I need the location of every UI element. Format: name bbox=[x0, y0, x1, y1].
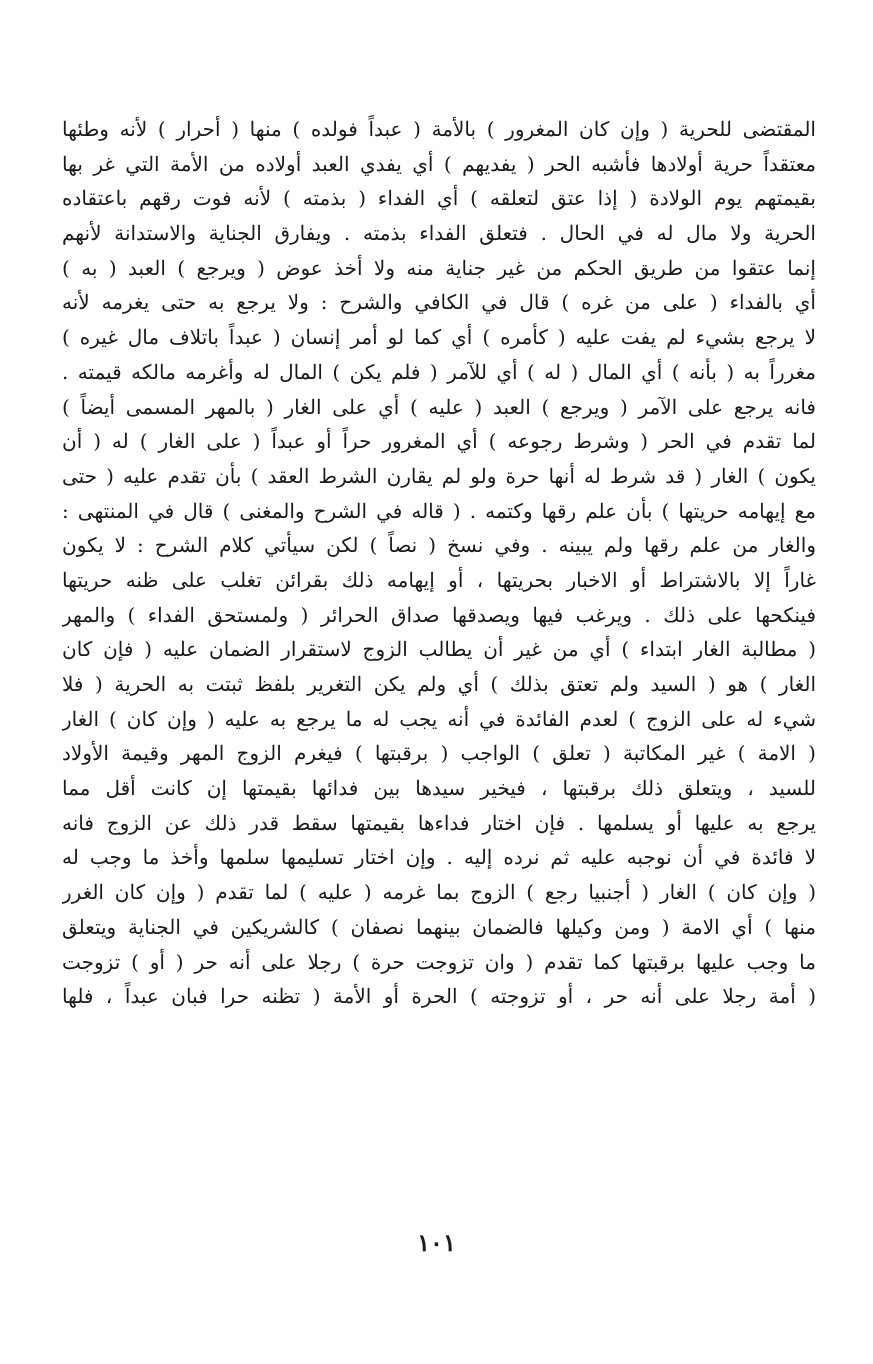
text-line: أي بالفداء ( على من غره ) قال في الكافي والشرح : ولا يرجع به حتى يغرمه لأنه bbox=[62, 290, 816, 315]
text-line: مع إيهامه حريتها ) بأن علم رقها وكتمه . ( قاله في الشرح والمغنى ) قال في المنتهى : bbox=[62, 498, 816, 523]
text-line: معتقداً حرية أولادها فأشبه الحر ( يفديهم ) أي يفدي العبد أولاده من الأمة التي غر بها bbox=[62, 151, 816, 176]
text-line: لا فائدة في أن نوجبه عليه ثم نرده إليه . وإن اختار تسليمها سلمها وأخذ ما وجب له bbox=[62, 845, 816, 870]
text-line: ( أمة رجلا على أنه حر ، أو تزوجته ) الحرة أو الأمة ( تظنه حرا فبان عبداً ، فلها bbox=[62, 984, 816, 1009]
text-line: شيء له على الزوج ) لعدم الفائدة في أنه يجب له ما يرجع به عليه ( وإن كان ) الغار bbox=[62, 706, 816, 731]
text-line: غاراً إلا بالاشتراط أو الاخبار بحريتها ، أو إيهامه ذلك بقرائن تغلب على ظنه حريتها bbox=[62, 567, 816, 592]
page-text bbox=[62, 112, 816, 1014]
text-line: منها ) أي الامة ( ومن وكيلها فالضمان بينهما نصفان ) كالشريكين في الجناية ويتعلق bbox=[62, 914, 816, 939]
text-line: إنما عتقوا من طريق الحكم من غير جناية منه ولا أخذ عوض ( ويرجع ) العبد ( به ) bbox=[62, 255, 816, 280]
text-line: الحرية ولا مال له في الحال . فتعلق الفداء بذمته . ويفارق الجناية والاستدانة لأنهم bbox=[62, 221, 816, 246]
text-line: للسيد ، ويتعلق ذلك برقبتها ، فيخير سيدها بين فدائها بقيمتها إن كانت أقل مما bbox=[62, 776, 816, 801]
text-line: فانه يرجع على الآمر ( ويرجع ) العبد ( عليه ) أي على الغار ( بالمهر المسمى أيضاً ) bbox=[62, 394, 816, 419]
text-line: لما تقدم في الحر ( وشرط رجوعه ) أي المغرور حراً أو عبداً ( على الغار ) له ( أن bbox=[62, 429, 816, 454]
text-line: ( الامة ) غير المكاتبة ( تعلق ) الواجب ( برقبتها ) فيغرم الزوج المهر وقيمة الأولاد bbox=[62, 741, 816, 766]
text-line: ( مطالبة الغار ابتداء ) أي من غير أن يطالب الزوج لاستقرار الضمان عليه ( فإن كان bbox=[62, 637, 816, 662]
text-line: الغار ) هو ( السيد ولم تعتق بذلك ) أي ولم يكن التغرير بلفظ ثبتت به الحرية ( فلا bbox=[62, 672, 816, 696]
text-line: ( وإن كان ) الغار ( أجنبيا رجع ) الزوج بما غرمه ( عليه ) لما تقدم ( وإن كان الغرر bbox=[62, 880, 816, 905]
text-line: لا يرجع بشيء لم يفت عليه ( كأمره ) أي كما لو أمر إنسان ( عبداً باتلاف مال غيره ) bbox=[62, 325, 816, 350]
text-line: يكون ) الغار ( قد شرط له أنها حرة ولو لم يقارن الشرط العقد ) بأن تقدم عليه ( حتى bbox=[62, 463, 816, 488]
text-line: فينكحها على ذلك . ويرغب فيها ويصدقها صداق الحرائر ( ولمستحق الفداء ) والمهر bbox=[62, 602, 816, 627]
text-line: مغرراً به ( بأنه ) أي المال ( له ) أي للآمر ( فلم يكن ) المال له وأغرمه مالكه قيمته . bbox=[62, 359, 816, 384]
text-line: المقتضى للحرية ( وإن كان المغرور ) بالأمة ( عبداً فولده ) منها ( أحرار ) لأنه وطئها bbox=[62, 117, 816, 141]
text-line: والغار من علم رقها ولم يبينه . وفي نسخ ( نصاً ) لكن سيأتي كلام الشرح : لا يكون bbox=[62, 533, 816, 558]
text-line: ما وجب عليها برقبتها كما تقدم ( وان تزوجت حرة ) رجلا على أنه حر ( أو ) تزوجت bbox=[62, 949, 816, 974]
text-line: بقيمتهم يوم الولادة ( إذا عتق لتعلقه ) أي الفداء ( بذمته ) لأنه فوت رقهم باعتقاده bbox=[62, 186, 816, 211]
page-number: ١٠١ bbox=[417, 1228, 456, 1257]
text-line: يرجع به عليها أو يسلمها . فإن اختار فداءها بقيمتها سقط قدر ذلك عن الزوج فانه bbox=[62, 810, 816, 835]
